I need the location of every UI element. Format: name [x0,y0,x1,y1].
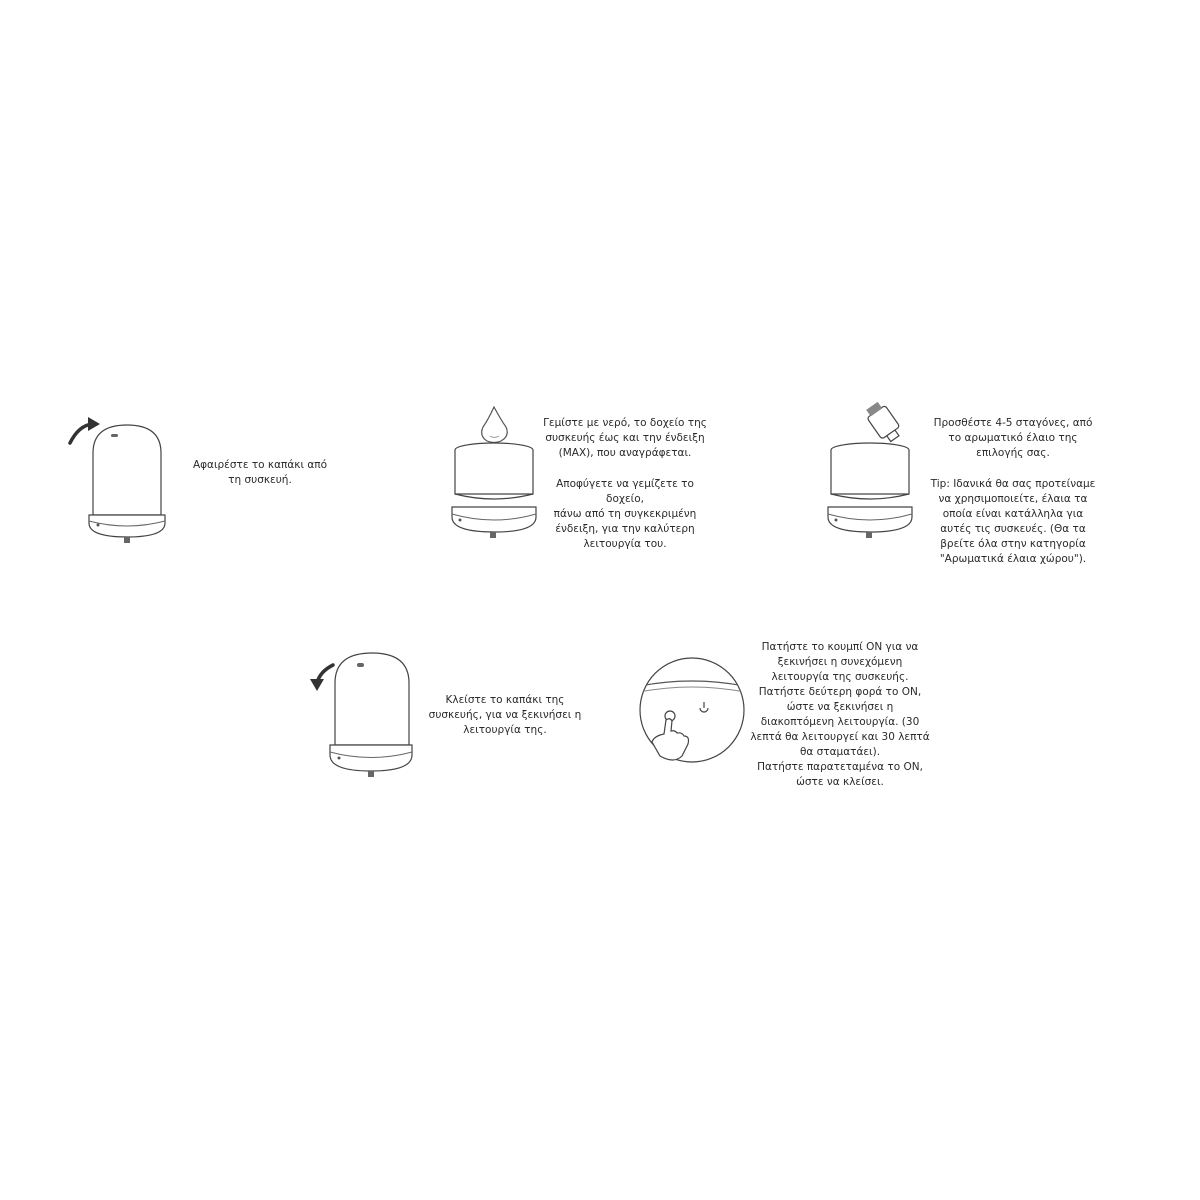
step4-illustration [305,645,420,795]
step3-tip-line: "Αρωματικά έλαια χώρου"). [939,553,1087,565]
step2-note-line: λειτουργία του. [583,538,667,550]
step3-tip-line: να χρησιμοποιείτε, έλαια τα [938,493,1088,505]
diffuser-base-icon [828,443,912,538]
step2-text [540,416,710,552]
diffuser-icon [330,653,412,777]
step5-text [745,640,935,790]
step1-line: Αφαιρέστε το καπάκι από [192,459,328,471]
arrow-down-icon [310,665,333,691]
step5-line: θα σταματάει). [799,746,881,758]
step3-line: το αρωματικό έλαιο της [948,432,1078,444]
step5-line: ξεκινήσει η συνεχόμενη [777,656,903,668]
step2-note-line: Αποφύγετε να γεμίζετε το δοχείο, [556,478,694,505]
diffuser-base-icon [452,443,536,538]
step5-line: λειτουργία της συσκευής. [771,671,909,683]
step2-note-line: πάνω από τη συγκεκριμένη [553,508,697,520]
step3-line: επιλογής σας. [976,447,1050,459]
step2-line: Γεμίστε με νερό, το δοχείο της [543,417,707,429]
step1-text [190,458,330,488]
step3-tip-line: βρείτε όλα στην κατηγορία [940,538,1086,550]
step5-line: διακοπτόμενη λειτουργία. (30 [760,716,920,728]
step2-line: (MAX), που αναγράφεται. [558,447,692,459]
step2-line: συσκευής έως και την ένδειξη [545,432,705,444]
step5-line: ώστε να ξεκινήσει η [786,701,894,713]
step5-line: ώστε να κλείσει. [796,776,884,788]
step3-tip-line: αυτές τις συσκευές. (Θα τα [940,523,1086,535]
step3-line: Προσθέστε 4-5 σταγόνες, από [933,417,1093,429]
step5-line: Πατήστε παρατεταμένα το ON, [757,761,923,773]
step1-line: τη συσκευή. [228,474,292,486]
step4-line: συσκευής, για να ξεκινήσει η [428,709,582,721]
step1-illustration [62,415,172,550]
step2-note-line: ένδειξη, για την καλύτερη [555,523,695,535]
step5-line: Πατήστε δεύτερη φορά το ON, [758,686,922,698]
step3-illustration [820,400,920,555]
diffuser-icon [89,425,165,543]
step4-text [420,693,590,738]
step4-line: λειτουργία της. [463,724,547,736]
step3-text [928,416,1098,567]
step5-line: Πατήστε το κουμπί ON για να [761,641,919,653]
step3-tip-line: οποία είναι κατάλληλα για [942,508,1084,520]
step3-tip-line: Tip: Ιδανικά θα σας προτείναμε [930,478,1096,490]
step2-illustration [446,402,546,552]
water-drop-icon [482,407,508,443]
step4-line: Κλείστε το καπάκι της [445,694,565,706]
step5-line: λεπτά θα λειτουργεί και 30 λεπτά [750,731,930,743]
step5-illustration [630,660,750,770]
